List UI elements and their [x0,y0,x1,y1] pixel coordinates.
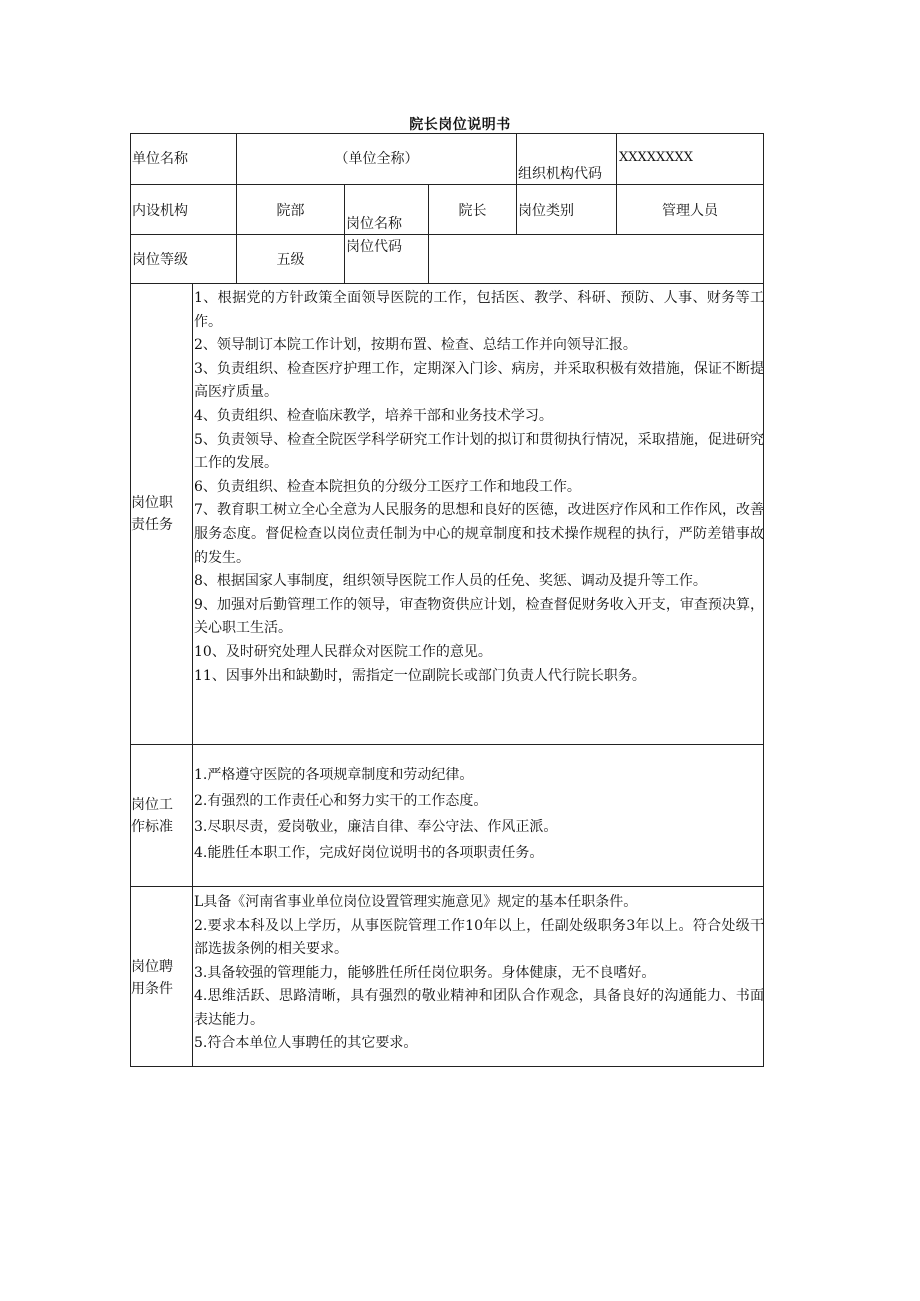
duties-label-line1: 岗位职 [131,495,173,511]
unit-name-value: （单位全称） [334,151,419,167]
standard-item: 4.能胜任本职工作，完成好岗位说明书的各项职责任务。 [194,845,544,861]
duty-item: 1、根据党的方针政策全面领导医院的工作，包括医、教学、科研、预防、人事、财务等工作。 [194,290,764,330]
standard-item: 2.有强烈的工作责任心和努力实干的工作态度。 [194,793,488,809]
requirement-item: L具备《河南省事业单位岗位设置管理实施意见》规定的基本任职条件。 [194,894,638,910]
requirements-list [194,891,764,1056]
duties-list [194,287,764,688]
duty-item: 10、及时研究处理人民群众对医院工作的意见。 [194,643,492,660]
duty-item: 6、负责组织、检查本院担负的分级分工医疗工作和地段工作。 [194,478,581,495]
post-name-value: 院长 [458,203,487,219]
org-code-label: 组织机构代码 [518,166,602,182]
requirement-item: 5.符合本单位人事聘任的其它要求。 [194,1035,418,1051]
duty-item: 5、负责领导、检查全院医学科学研究工作计划的拟订和贯彻执行情况，采取措施，促进研究工作的发展。 [194,431,764,472]
standards-label [131,794,191,838]
duty-item: 9、加强对后勤管理工作的领导，审查物资供应计划，检查督促财务收入开支，审查预决算，关心职工生活。 [194,596,764,637]
standards-label-line1: 岗位工 [131,797,173,813]
requirement-item: 4.思维活跃、思路清晰，具有强烈的敬业精神和团队合作观念，具备良好的沟通能力、书面表达能力。 [194,988,764,1028]
standards-label-line2: 作标准 [131,819,173,835]
post-category-value: 管理人员 [662,203,718,219]
standards-list [194,762,764,866]
unit-name-label: 单位名称 [132,151,188,167]
post-grade-label: 岗位等级 [132,252,188,268]
post-grade-value: 五级 [276,252,305,268]
org-code-value: XXXXXXXX [619,150,694,165]
duty-item: 4、负责组织、检查临床教学，培养干部和业务技术学习。 [194,407,553,424]
duties-label-line2: 责任务 [131,517,173,533]
requirements-label-line1: 岗位聘 [131,959,173,975]
duty-item: 2、领导制订本院工作计划，按期布置、检查、总结工作并向领导汇报。 [194,337,637,354]
dept-value: 院部 [276,203,305,219]
duty-item: 8、根据国家人事制度，组织领导医院工作人员的任免、奖惩、调动及提升等工作。 [194,573,707,590]
dept-label: 内设机构 [132,203,188,219]
standard-item: 3.尽职尽责，爱岗敬业，廉洁自律、奉公守法、作风正派。 [194,819,558,835]
duties-label [131,492,191,536]
post-category-label: 岗位类别 [518,203,574,219]
page-title: 院长岗位说明书 [409,117,511,133]
post-name-label: 岗位名称 [346,216,402,232]
requirements-label-line2: 用条件 [131,981,173,997]
duty-item: 3、负责组织、检查医疗护理工作，定期深入门诊、病房，并采取积极有效措施，保证不断提高医疗质量。 [194,360,764,401]
standard-item: 1.严格遵守医院的各项规章制度和劳动纪律。 [194,767,474,783]
post-code-label: 岗位代码 [346,239,402,255]
requirements-label [131,956,191,1000]
duty-item: 11、因事外出和缺勤时，需指定一位副院长或部门负责人代行院长职务。 [194,667,646,684]
requirement-item: 3.具备较强的管理能力，能够胜任所任岗位职务。身体健康，无不良嗜好。 [194,964,656,981]
duty-item: 7、教育职工树立全心全意为人民服务的思想和良好的医德，改进医疗作风和工作作风，改善服务态度。督促检查以岗位责任制为中心的规章制度和技术操作规程的执行，严防差错事故的发生。 [194,502,764,566]
requirement-item: 2.要求本科及以上学历，从事医院管理工作10年以上，任副处级职务3年以上。符合处级干部选拔条例的相关要求。 [194,917,764,957]
